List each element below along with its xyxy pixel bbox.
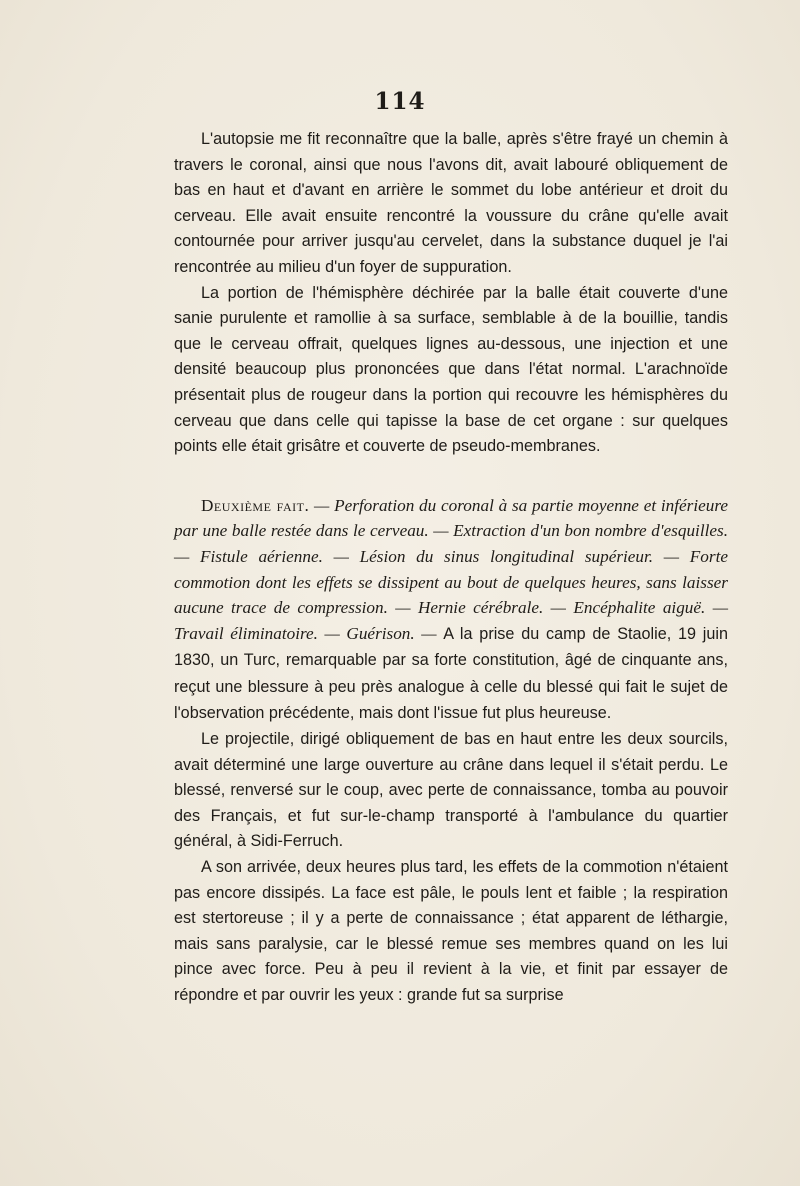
case-opening-text: A la prise du camp de Staolie, 19 juin 1830, un Turc, remarquable par sa forte constitution, âgé de cinquante ans, reçut une blessure à peu près analogue à celle du blessé qui fait le sujet de l'observation précédente, mais dont l'issue fut plus heureuse. [174,624,729,723]
paragraph-arrival: A son arrivée, deux heures plus tard, les effets de la commotion n'étaient pas encore dissipés. La face est pâle, le pouls lent et faible ; la respiration est stertoreuse ; il y a perte de connaissance ; état apparent de léthargie, mais sans paralysie, car le blessé remue ses membres quand on les lui pince avec force. Peu à peu il revient à la vie, et finit par essayer de répondre et par ouvrir les yeux : grande fut sa surprise [174,858,728,1004]
case-heading: Deuxième fait. [201,495,310,515]
body-text [174,127,728,1009]
paragraph-hemisphere: La portion de l'hémisphère déchirée par la balle était couverte d'une sanie purulente et ramollie à sa surface, semblable à de la bouillie, tandis que le cerveau offrait, quelques lignes au-dessous, une injection et une densité beaucoup plus prononcées que dans l'état normal. L'arachnoïde présentait plus de rougeur dans la portion qui recouvre les hémisphères du cerveau que dans celle qui tapisse la base de cet organe : sur quelques points elle était grisâtre et couverte de pseudo-membranes. [174,283,728,456]
case-summary: — Perforation du coronal à sa partie moyenne et inférieure par une balle restée dans le cerveau. — Extraction d'un bon nombre d'esquilles. — Fistule aérienne. — Lésion du sinus longitudinal supérieur. — Forte commotion dont les effets se dissipent au bout de quelques heures, sans laisser aucune trace de compression. — Hernie cérébrale. — Encéphalite aiguë. — Travail éliminatoire. — Guérison. — [174,495,729,643]
paragraph-autopsy: L'autopsie me fit reconnaître que la balle, après s'être frayé un chemin à travers le coronal, ainsi que nous l'avons dit, avait labouré obliquement de bas en haut et d'avant en arrière le sommet du lobe antérieur et droit du cerveau. Elle avait ensuite rencontré la voussure du crâne qu'elle avait contournée pour arriver jusqu'au cervelet, dans la substance duquel je l'ai rencontrée au milieu d'un foyer de suppuration. [174,130,728,276]
paragraph-projectile: Le projectile, dirigé obliquement de bas en haut entre les deux sourcils, avait déterminé une large ouverture au crâne dans lequel il s'était perdu. Le blessé, renversé sur le coup, avec perte de connaissance, tomba au pouvoir des Français, et fut sur-le-champ transporté à l'ambulance du quartier général, à Sidi-Ferruch. [174,730,728,851]
case-heading-paragraph [174,493,728,727]
page-number: 114 [374,88,426,115]
